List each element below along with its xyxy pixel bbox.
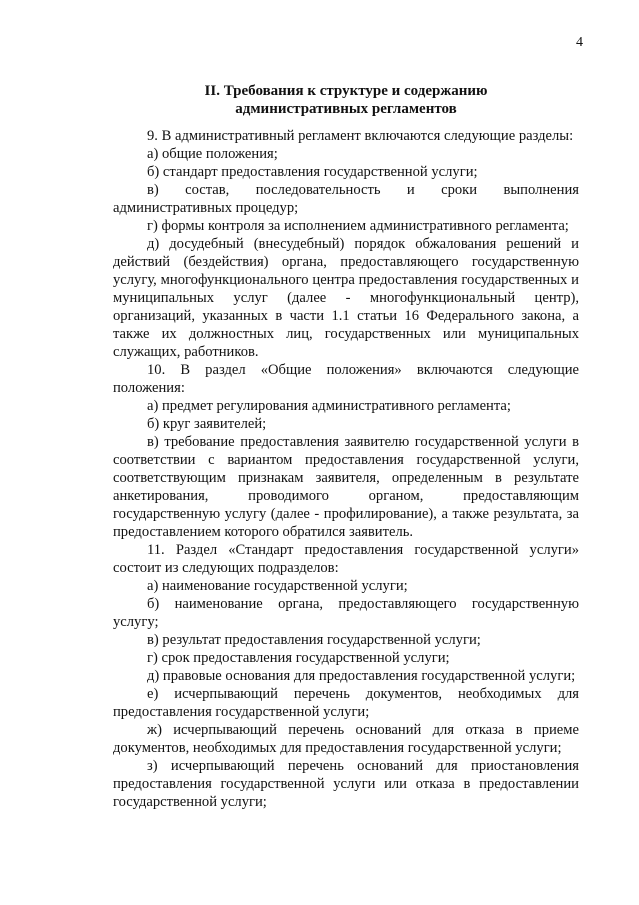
list-item-11d: д) правовые основания для предоставления государственной услуги; <box>147 668 576 684</box>
list-item-11a: а) наименование государственной услуги; <box>147 578 408 594</box>
section-heading-line-2: административных регламентов <box>235 101 457 117</box>
list-item-10b: б) круг заявителей; <box>147 416 267 432</box>
page-number: 4 <box>576 35 583 50</box>
list-item-10v: в) требование предоставления заявителю государственной услуги в соответствии с вариантом предоставления государственной услуги, соответствующим признакам заявителя, определенным в результате анкетирования, проводимого органом, предоставляющим государственную услугу (далее - профилирование), а также результата, за предоставлением которого обратился заявитель. <box>113 434 579 540</box>
list-item-9b: б) стандарт предоставления государственной услуги; <box>147 164 478 180</box>
paragraph-9: 9. В административный регламент включаются следующие разделы: <box>147 128 574 144</box>
section-heading <box>113 82 579 118</box>
list-item-11e: е) исчерпывающий перечень документов, необходимых для предоставления государственной услуги; <box>113 686 579 720</box>
list-item-11g: г) срок предоставления государственной услуги; <box>147 650 450 666</box>
list-item-11z: з) исчерпывающий перечень оснований для приостановления предоставления государственной услуги или отказа в предоставлении государственной услуги; <box>113 758 579 810</box>
list-item-9v: в) состав, последовательность и сроки выполнения административных процедур; <box>113 182 579 216</box>
list-item-11zh: ж) исчерпывающий перечень оснований для отказа в приеме документов, необходимых для предоставления государственной услуги; <box>113 722 579 756</box>
document-body <box>113 127 579 811</box>
list-item-9a: а) общие положения; <box>147 146 278 162</box>
list-item-10a: а) предмет регулирования административного регламента; <box>147 398 511 414</box>
list-item-9d: д) досудебный (внесудебный) порядок обжалования решений и действий (бездействия) органа, предоставляющего государственную услугу, многофункционального центра предоставления государственных и муниципальных услуг (далее - многофункциональный центр), организаций, указанных в части 1.1 статьи 16 Федерального закона, а также их должностных лиц, государственных или муниципальных служащих, работников. <box>113 236 579 360</box>
list-item-9g: г) формы контроля за исполнением административного регламента; <box>147 218 569 234</box>
section-heading-line-1: II. Требования к структуре и содержанию <box>204 83 488 99</box>
paragraph-10: 10. В раздел «Общие положения» включаются следующие положения: <box>113 362 579 396</box>
paragraph-11: 11. Раздел «Стандарт предоставления государственной услуги» состоит из следующих подразделов: <box>113 542 579 576</box>
list-item-11v: в) результат предоставления государственной услуги; <box>147 632 481 648</box>
list-item-11b: б) наименование органа, предоставляющего государственную услугу; <box>113 596 579 630</box>
